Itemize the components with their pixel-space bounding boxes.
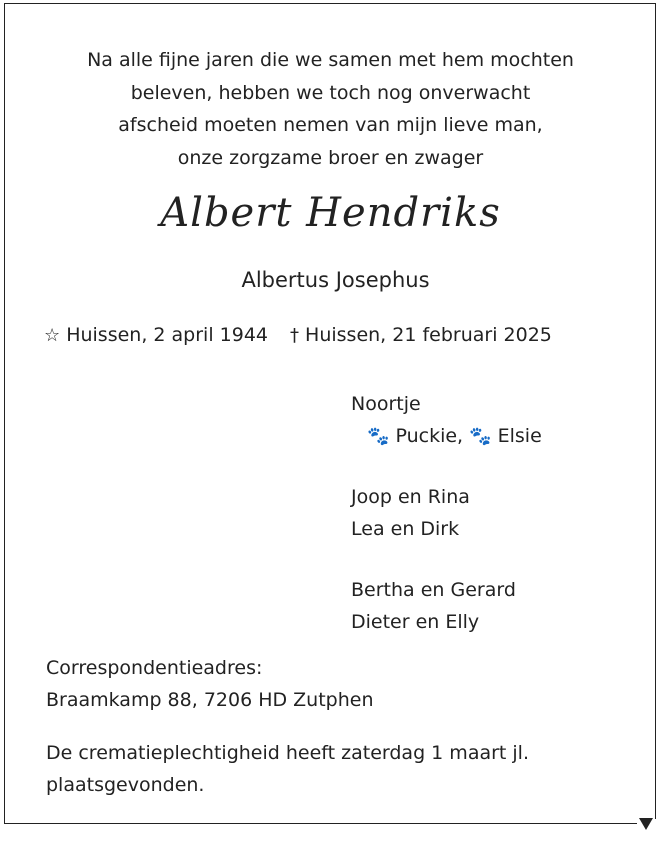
correspondence-address: Braamkamp 88, 7206 HD Zutphen: [46, 689, 374, 711]
family-member: Joop en Rina: [351, 486, 470, 508]
ceremony-block: [46, 737, 529, 801]
family-member: Bertha en Gerard: [351, 579, 516, 601]
family-member: Lea en Dirk: [351, 518, 460, 540]
ceremony-line: De crematieplechtigheid heeft zaterdag 1 maart jl.: [46, 742, 529, 764]
cross-icon: †: [290, 325, 299, 346]
intro-line: afscheid moeten nemen van mijn lieve man,: [118, 114, 543, 136]
death-date: Huissen, 21 februari 2025: [305, 324, 552, 346]
correspondence-block: [46, 652, 374, 716]
family-group-1: [351, 388, 542, 453]
ceremony-line: plaatsgevonden.: [46, 774, 205, 796]
paw-icon: 🐾: [367, 426, 390, 447]
intro-line: Na alle fijne jaren die we samen met hem mochten: [87, 49, 574, 71]
pet-name: Elsie: [497, 425, 542, 447]
life-dates: [44, 319, 552, 352]
pet-name: Puckie,: [395, 425, 464, 447]
pets-line: [351, 420, 542, 453]
correspondence-label: Correspondentieadres:: [46, 657, 263, 679]
intro-line: beleven, hebben we toch nog onverwacht: [130, 81, 531, 104]
star-icon: ☆: [44, 325, 61, 346]
birth-date: Huissen, 2 april 1944: [66, 324, 268, 346]
continue-arrow-icon: [639, 818, 653, 830]
deceased-full-name: Albertus Josephus: [241, 268, 430, 292]
family-group-3: [351, 574, 516, 638]
family-member: Dieter en Elly: [351, 611, 480, 633]
family-member: Noortje: [351, 393, 421, 415]
intro-text: [20, 44, 641, 174]
paw-icon: 🐾: [469, 426, 492, 447]
family-group-2: [351, 481, 470, 545]
deceased-name: Albert Hendriks: [160, 190, 501, 236]
intro-line: onze zorgzame broer en zwager: [177, 146, 484, 169]
